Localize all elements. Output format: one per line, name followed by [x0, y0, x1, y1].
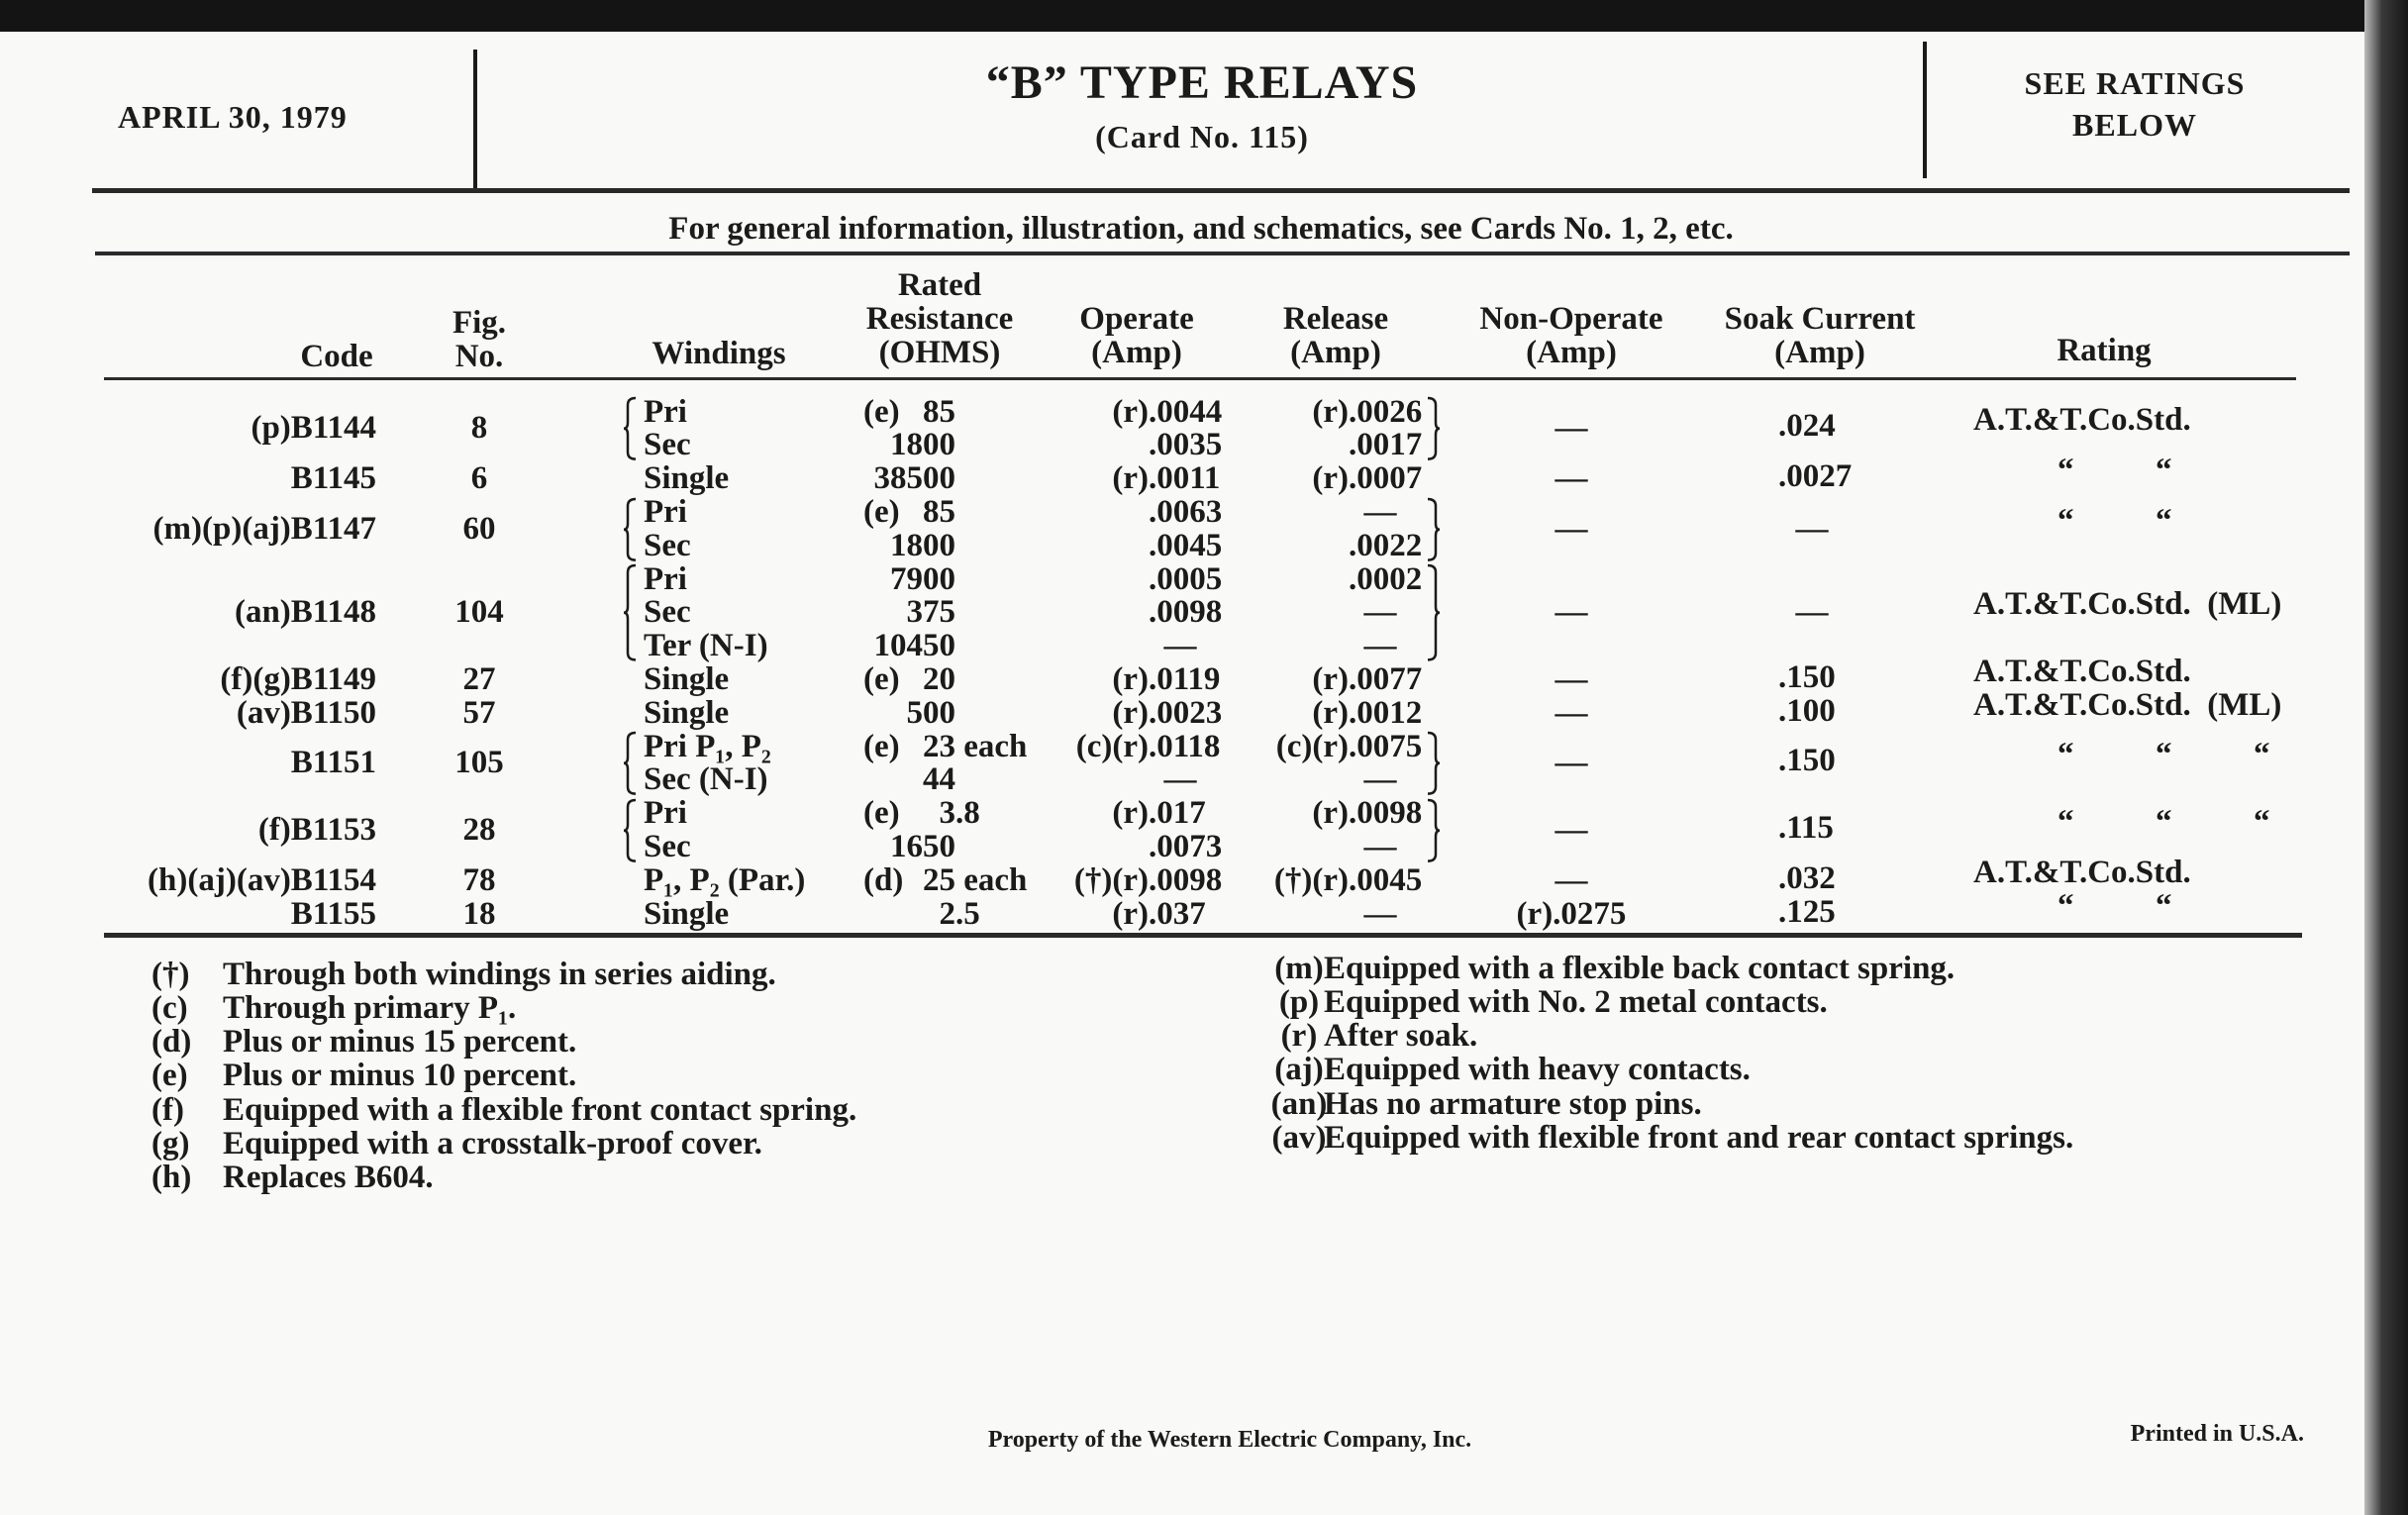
figure-number: 8: [470, 410, 488, 447]
footnote-mark: (f): [151, 1091, 184, 1128]
resistance-value: 2.5: [939, 895, 980, 932]
operate-current: .0045: [1149, 527, 1223, 563]
release-current: —: [1363, 895, 1397, 932]
release-current: (r).0098: [1312, 795, 1423, 832]
operate-current: (r).0044: [1112, 393, 1223, 430]
col-header-rating: Rating: [2057, 333, 2152, 368]
figure-number: 6: [470, 460, 488, 497]
col-header-operate-2: (Amp): [1091, 335, 1182, 370]
resistance-tolerance: (e): [863, 728, 900, 764]
footnote-text: Through both windings in series aiding.: [223, 956, 776, 992]
operate-current: (r).017: [1112, 795, 1206, 832]
relay-code: (f)B1153: [257, 812, 376, 848]
right-brace-icon: [1428, 732, 1440, 795]
resistance-value: 20: [923, 660, 955, 697]
resistance-tolerance: (d): [863, 861, 904, 898]
footnote-mark: (c): [151, 989, 188, 1026]
resistance-value: 500: [906, 694, 955, 731]
figure-number: 57: [462, 694, 496, 731]
resistance-value: 7900: [890, 560, 955, 597]
figure-number: 60: [462, 510, 496, 547]
release-current: (r).0012: [1312, 694, 1423, 731]
footnote-mark: (†): [151, 956, 190, 992]
right-brace-icon: [1428, 799, 1440, 862]
rating: “ “ “: [2057, 737, 2270, 773]
footer-property: Property of the Western Electric Company, Inc.: [987, 1427, 1472, 1453]
col-header-release-1: Release: [1282, 301, 1389, 337]
soak-current: .0027: [1778, 458, 1853, 495]
figure-number: 78: [462, 861, 496, 898]
winding-name: Single: [644, 895, 730, 932]
resistance-tolerance: (e): [863, 660, 900, 697]
footnote-mark: (d): [151, 1024, 192, 1060]
operate-current: (r).0119: [1112, 660, 1221, 697]
footer-printed: Printed in U.S.A.: [2130, 1421, 2304, 1447]
figure-number: 28: [462, 812, 496, 848]
header-divider-left: [473, 50, 477, 188]
soak-current: .100: [1778, 692, 1836, 729]
resistance-value: 3.8: [939, 795, 980, 832]
operate-current: —: [1163, 628, 1197, 664]
relay-code: (h)(aj)(av)B1154: [148, 861, 376, 898]
resistance-value: 44: [923, 761, 955, 798]
soak-current: .150: [1778, 658, 1836, 695]
footnote-text: Equipped with heavy contacts.: [1324, 1052, 1751, 1088]
non-operate-current: —: [1555, 460, 1588, 497]
rating: “ “: [2057, 502, 2172, 539]
release-current: (r).0077: [1312, 660, 1423, 697]
general-info-note: For general information, illustration, and schematics, see Cards No. 1, 2, etc.: [668, 211, 1734, 247]
relay-code: (p)B1144: [251, 410, 376, 447]
winding-name: Single: [644, 694, 730, 731]
relay-code: B1145: [290, 460, 376, 497]
rating: A.T.&T.Co.Std.: [1973, 402, 2191, 439]
col-header-code: Code: [300, 339, 373, 374]
release-current: —: [1363, 761, 1397, 798]
footnote-text: Plus or minus 10 percent.: [223, 1058, 577, 1094]
operate-current: (r).0011: [1112, 460, 1221, 497]
resistance-value: 1800: [890, 427, 955, 463]
release-current: —: [1363, 594, 1397, 631]
figure-number: 27: [462, 660, 496, 697]
info-rule: [95, 252, 2350, 255]
soak-current: .125: [1778, 893, 1836, 930]
rating: A.T.&T.Co.Std.: [1973, 854, 2191, 890]
release-current: .0017: [1349, 427, 1423, 463]
figure-number: 18: [462, 895, 496, 932]
footnote-text: Equipped with a flexible front contact spring.: [223, 1091, 857, 1128]
figure-number: 104: [454, 594, 504, 631]
winding-name: Sec: [644, 527, 691, 563]
footnote-text: After soak.: [1324, 1018, 1478, 1055]
footnote-mark: (av): [1271, 1120, 1327, 1156]
winding-name: Pri: [644, 493, 687, 530]
footnote-mark: (e): [151, 1058, 188, 1094]
non-operate-current: —: [1555, 510, 1588, 547]
soak-current: .032: [1778, 859, 1836, 896]
col-header-resistance-1: Rated: [897, 267, 982, 303]
non-operate-current: —: [1555, 745, 1588, 781]
non-operate-current: —: [1555, 660, 1588, 697]
resistance-tolerance: (e): [863, 795, 900, 832]
relay-code: (av)B1150: [236, 694, 376, 731]
header-divider-right: [1923, 42, 1927, 178]
card-date: APRIL 30, 1979: [118, 99, 348, 135]
winding-name: Sec: [644, 828, 691, 864]
footnote-mark: (p): [1278, 983, 1320, 1020]
left-brace-icon: [624, 397, 636, 460]
scan-right-edge: [2364, 0, 2408, 1515]
resistance-value: 23 each: [923, 728, 1028, 764]
resistance-value: 25 each: [923, 861, 1028, 898]
resistance-value: 38500: [873, 460, 955, 497]
footnote-mark: (m): [1274, 950, 1324, 986]
card-number: (Card No. 115): [1095, 119, 1309, 154]
winding-name: Single: [644, 460, 730, 497]
release-current: —: [1363, 628, 1397, 664]
footnote-text: Equipped with flexible front and rear contact springs.: [1324, 1120, 2074, 1156]
non-operate-current: (r).0275: [1516, 895, 1627, 932]
winding-name: Sec: [644, 427, 691, 463]
operate-current: (r).037: [1112, 895, 1206, 932]
header-rule: [92, 188, 2350, 193]
resistance-tolerance: (e): [863, 393, 900, 430]
soak-current: —: [1795, 594, 1829, 631]
left-brace-icon: [624, 799, 636, 862]
winding-name: Sec: [644, 594, 691, 631]
non-operate-current: —: [1555, 861, 1588, 898]
operate-current: .0063: [1149, 493, 1223, 530]
resistance-value: 85: [923, 393, 955, 430]
relay-code: (f)(g)B1149: [220, 660, 376, 697]
footnote-mark: (an): [1270, 1085, 1328, 1122]
soak-current: .150: [1778, 743, 1836, 779]
footnote-text: Replaces B604.: [223, 1160, 434, 1196]
footnote-text: Equipped with a crosstalk-proof cover.: [223, 1126, 762, 1162]
winding-name: Pri: [644, 560, 687, 597]
release-current: —: [1363, 828, 1397, 864]
footnote-text: Has no armature stop pins.: [1324, 1085, 1702, 1122]
col-header-fig-2: No.: [454, 339, 504, 374]
col-header-resistance-3: (OHMS): [878, 335, 1001, 370]
relay-code: (m)(p)(aj)B1147: [152, 510, 376, 547]
resistance-tolerance: (e): [863, 493, 900, 530]
release-current: .0022: [1349, 527, 1423, 563]
operate-current: —: [1163, 761, 1197, 798]
column-header-rule: [104, 377, 2296, 380]
left-brace-icon: [624, 498, 636, 561]
rating: “ “: [2057, 453, 2172, 489]
non-operate-current: —: [1555, 812, 1588, 848]
col-header-windings: Windings: [652, 336, 786, 371]
footnote-text: Plus or minus 15 percent.: [223, 1024, 577, 1060]
resistance-value: 85: [923, 493, 955, 530]
release-current: .0002: [1349, 560, 1423, 597]
col-header-nonoperate-1: Non-Operate: [1479, 301, 1663, 337]
resistance-value: 375: [906, 594, 955, 631]
rating: A.T.&T.Co.Std. (ML): [1973, 686, 2282, 723]
left-brace-icon: [624, 732, 636, 795]
non-operate-current: —: [1555, 594, 1588, 631]
left-brace-icon: [624, 564, 636, 660]
operate-current: .0005: [1149, 560, 1223, 597]
table-bottom-rule: [104, 933, 2302, 938]
resistance-value: 1650: [890, 828, 955, 864]
operate-current: (†)(r).0098: [1073, 861, 1223, 898]
footnote-mark: (aj): [1274, 1052, 1324, 1088]
operate-current: (c)(r).0118: [1075, 728, 1221, 764]
figure-number: 105: [454, 745, 504, 781]
footnote-mark: (h): [151, 1160, 192, 1196]
relay-code: B1155: [290, 895, 376, 932]
footnote-text: Equipped with a flexible back contact spring.: [1324, 950, 1956, 986]
release-current: —: [1363, 493, 1397, 530]
release-current: (†)(r).0045: [1273, 861, 1423, 898]
operate-current: .0073: [1149, 828, 1223, 864]
winding-name: Sec (N-I): [644, 761, 768, 798]
soak-current: .024: [1778, 408, 1836, 445]
winding-name: Pri P₁, P₂: [644, 728, 771, 764]
page-title: “B” TYPE RELAYS: [985, 56, 1419, 109]
rating: “ “: [2057, 887, 2172, 924]
footnote-mark: (g): [151, 1126, 190, 1162]
winding-name: Pri: [644, 795, 687, 832]
relay-code: B1151: [290, 745, 376, 781]
rating: “ “ “: [2057, 804, 2270, 840]
footnote-text: Equipped with No. 2 metal contacts.: [1324, 983, 1828, 1020]
release-current: (r).0007: [1312, 460, 1423, 497]
col-header-soak-1: Soak Current: [1724, 301, 1916, 337]
right-brace-icon: [1428, 498, 1440, 561]
col-header-fig-1: Fig.: [452, 305, 507, 341]
non-operate-current: —: [1555, 694, 1588, 731]
operate-current: .0035: [1149, 427, 1223, 463]
col-header-soak-2: (Amp): [1774, 335, 1865, 370]
col-header-release-2: (Amp): [1290, 335, 1381, 370]
winding-name: Ter (N-I): [644, 628, 768, 664]
resistance-value: 10450: [873, 628, 955, 664]
soak-current: —: [1795, 510, 1829, 547]
release-current: (r).0026: [1312, 393, 1423, 430]
scan-top-edge: [0, 0, 2408, 32]
right-brace-icon: [1428, 564, 1440, 660]
footnote-mark: (r): [1280, 1018, 1318, 1055]
col-header-nonoperate-2: (Amp): [1526, 335, 1617, 370]
ratings-note-line1: SEE RATINGS: [2024, 65, 2246, 101]
ratings-note-line2: BELOW: [2072, 107, 2197, 143]
winding-name: Pri: [644, 393, 687, 430]
winding-name: Single: [644, 660, 730, 697]
col-header-operate-1: Operate: [1079, 301, 1194, 337]
rating: A.T.&T.Co.Std. (ML): [1973, 586, 2282, 623]
winding-name: P₁, P₂ (Par.): [644, 861, 806, 898]
soak-current: .115: [1778, 810, 1834, 846]
rating: A.T.&T.Co.Std.: [1973, 653, 2191, 689]
footnote-text: Through primary P₁.: [223, 989, 517, 1026]
operate-current: (r).0023: [1112, 694, 1223, 731]
release-current: (c)(r).0075: [1275, 728, 1423, 764]
col-header-resistance-2: Resistance: [865, 301, 1014, 337]
non-operate-current: —: [1555, 410, 1588, 447]
operate-current: .0098: [1149, 594, 1223, 631]
right-brace-icon: [1428, 397, 1440, 460]
resistance-value: 1800: [890, 527, 955, 563]
relay-code: (an)B1148: [234, 594, 376, 631]
